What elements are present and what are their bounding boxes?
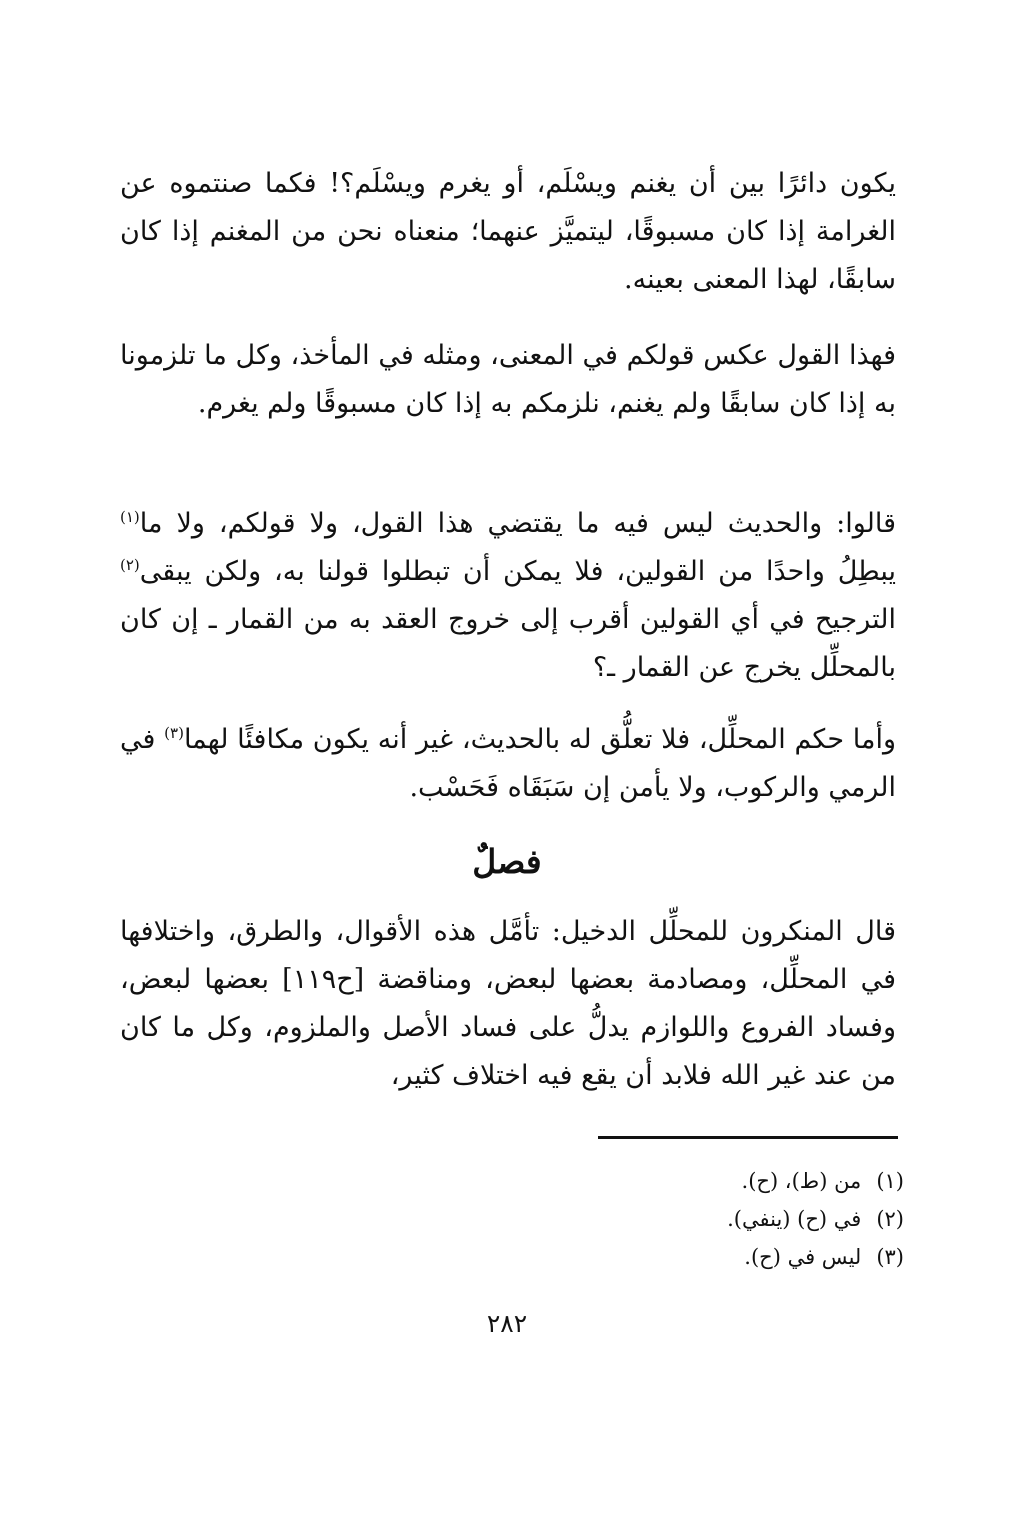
footnote-separator (598, 1136, 898, 1139)
paragraph-3-segment-b: يبطِلُ واحدًا من القولين، فلا يمكن أن تبطلوا قولنا به، ولكن يبقى (139, 556, 896, 587)
section-heading: فصلٌ (472, 842, 542, 881)
paragraph-4 (120, 716, 896, 812)
footnote-ref-1[interactable]: (١) (120, 508, 140, 526)
footnotes (504, 1162, 904, 1276)
footnote-text: ليس في (ح). (744, 1245, 862, 1269)
paragraph-3-segment-c: الترجيح في أي القولين أقرب إلى خروج العقد به من القمار ـ إن كان بالمحلِّل يخرج عن القمار ـ؟ (120, 604, 896, 683)
paragraph-3 (120, 500, 896, 692)
footnote-number: (٢) (876, 1207, 904, 1231)
paragraph-1 (120, 160, 896, 304)
paragraph-5-text: قال المنكرون للمحلِّل الدخيل: تأمَّل هذه الأقوال، والطرق، واختلافها في المحلِّل، ومصادمة بعضها لبعض، ومناقضة [ح١١٩] بعضها لبعض، وفساد الفروع واللوازم يدلُّ على فساد الأصل والملزوم، وكل ما كان من عند غير الله فلابد أن يقع فيه اختلاف كثير، (120, 916, 896, 1091)
paragraph-4-segment-a: وأما حكم المحلِّل، فلا تعلُّق له بالحديث، غير أنه يكون مكافئًا لهما (183, 724, 896, 755)
paragraph-3-segment-a: قالوا: والحديث ليس فيه ما يقتضي هذا القول، ولا قولكم، ولا ما (139, 508, 896, 539)
footnote-text: من (ط)، (ح). (741, 1169, 862, 1193)
paragraph-2 (120, 332, 896, 428)
footnote-3 (504, 1238, 904, 1276)
paragraph-2-text: فهذا القول عكس قولكم في المعنى، ومثله في المأخذ، وكل ما تلزمونا به إذا كان سابقًا ولم يغنم، نلزمكم به إذا كان مسبوقًا ولم يغرم. (120, 340, 896, 419)
footnote-number: (٣) (876, 1245, 904, 1269)
page-number: ٢٨٢ (486, 1309, 528, 1338)
paragraph-4-text (120, 716, 896, 812)
paragraph-3-text (120, 500, 896, 692)
paragraph-4-segment-b: في الرمي والركوب، ولا يأمن إن سَبَقَاه فَحَسْب. (120, 724, 896, 803)
paragraph-1-text: يكون دائرًا بين أن يغنم ويسْلَم، أو يغرم ويسْلَم؟! فكما صنتموه عن الغرامة إذا كان مسبوقًا، ليتميَّز عنهما؛ منعناه نحن من المغنم إذا كان سابقًا، لهذا المعنى بعينه. (120, 168, 896, 295)
footnote-2 (504, 1200, 904, 1238)
footnote-text: في (ح) (ينفي). (727, 1207, 862, 1231)
footnote-number: (١) (876, 1169, 904, 1193)
footnote-ref-2[interactable]: (٢) (120, 556, 140, 574)
paragraph-5 (120, 908, 896, 1100)
footnote-ref-3[interactable]: (٣) (164, 724, 184, 742)
footnote-1 (504, 1162, 904, 1200)
